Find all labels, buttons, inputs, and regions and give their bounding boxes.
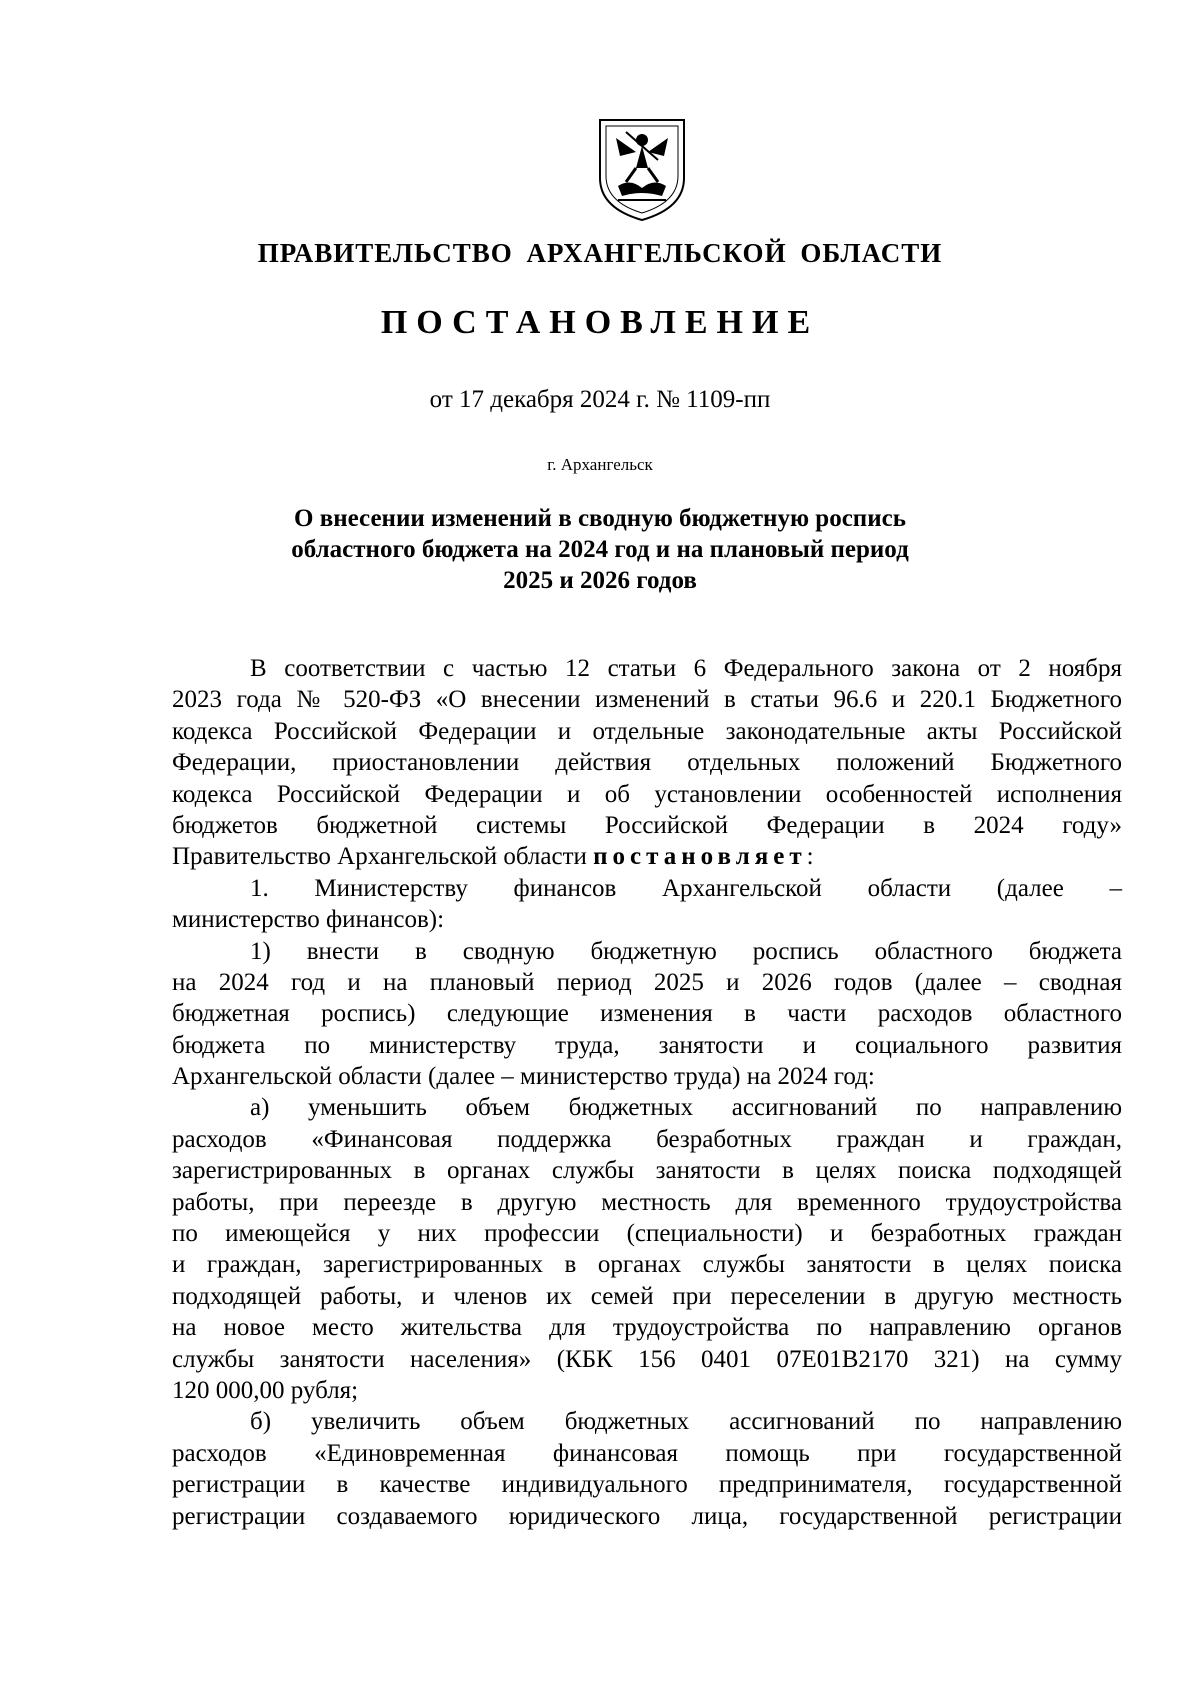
body-line: 120 000,00 рубля; [172,1376,359,1404]
body-line: кодекса Российской Федерации и об установлении особенностей исполнения [172,780,1122,808]
body-line: министерство финансов): [172,906,445,934]
city-name: г. Архангельск [547,455,653,474]
coat-of-arms-icon [596,116,688,222]
title-line: областного бюджета на 2024 год и на плановый период [291,536,909,563]
title-line: О внесении изменений в сводную бюджетную роспись [294,505,906,532]
body-line: кодекса Российской Федерации и отдельные законодательные акты Российской [172,717,1122,745]
body-line: 1) внести в сводную бюджетную роспись областного бюджета [250,937,1122,965]
body-line: бюджета по министерству труда, занятости и социального развития [172,1031,1122,1059]
title-line: 2025 и 2026 годов [503,567,697,594]
body-line: регистрации создаваемого юридического лица, государственной регистрации [172,1502,1122,1530]
body-line: Архангельской области (далее – министерство труда) на 2024 год: [172,1063,875,1091]
body-line: бюджетов бюджетной системы Российской Федерации в 2024 году» [172,811,1122,839]
date-and-number: от 17 декабря 2024 г. № 1109-пп [429,386,771,413]
body-line: В соответствии с частью 12 статьи 6 Федерального закона от 2 ноября [250,655,1122,682]
body-line: регистрации в качестве индивидуального предпринимателя, государственной [172,1471,1122,1499]
body-line: службы занятости населения» (КБК 156 0401 07Е01В2170 321) на сумму [172,1345,1122,1373]
body-line: расходов «Единовременная финансовая помощь при государственной [172,1439,1122,1467]
government-name: ПРАВИТЕЛЬСТВО АРХАНГЕЛЬСКОЙ ОБЛАСТИ [257,238,943,268]
document-type-heading: ПОСТАНОВЛЕНИЕ [380,304,820,341]
resolves-keyword: постановляет [593,843,807,871]
body-line: работы, при переезде в другую местность для временного трудоустройства [172,1188,1122,1216]
body-line [172,841,1122,872]
body-line: бюджетная роспись) следующие изменения в части расходов областного [172,1000,1122,1028]
body-line: зарегистрированных в органах службы занятости в целях поиска подходящей [172,1157,1122,1185]
body-line: расходов «Финансовая поддержка безработных граждан и граждан, [172,1125,1122,1153]
document-title [0,503,1200,596]
body-line: и граждан, зарегистрированных в органах службы занятости в целях поиска [172,1251,1122,1279]
body-line: б) увеличить объем бюджетных ассигнований по направлению [250,1408,1122,1436]
body-text: : [806,843,814,871]
document-body [172,653,1122,1532]
body-line: Федерации, приостановлении действия отдельных положений Бюджетного [172,749,1122,777]
body-line: по имеющейся у них профессии (специальности) и безработных граждан [172,1220,1122,1248]
body-text: Правительство Архангельской области [172,843,594,871]
body-line: на 2024 год и на плановый период 2025 и 2026 годов (далее – сводная [172,968,1122,996]
body-line: на новое место жительства для трудоустройства по направлению органов [172,1314,1122,1342]
body-line: 1. Министерству финансов Архангельской области (далее – [250,874,1122,902]
body-line: подходящей работы, и членов их семей при переселении в другую местность [172,1282,1122,1310]
body-line: а) уменьшить объем бюджетных ассигнований по направлению [250,1094,1122,1122]
body-line: 2023 года № 520-ФЗ «О внесении изменений в статьи 96.6 и 220.1 Бюджетного [172,686,1122,714]
